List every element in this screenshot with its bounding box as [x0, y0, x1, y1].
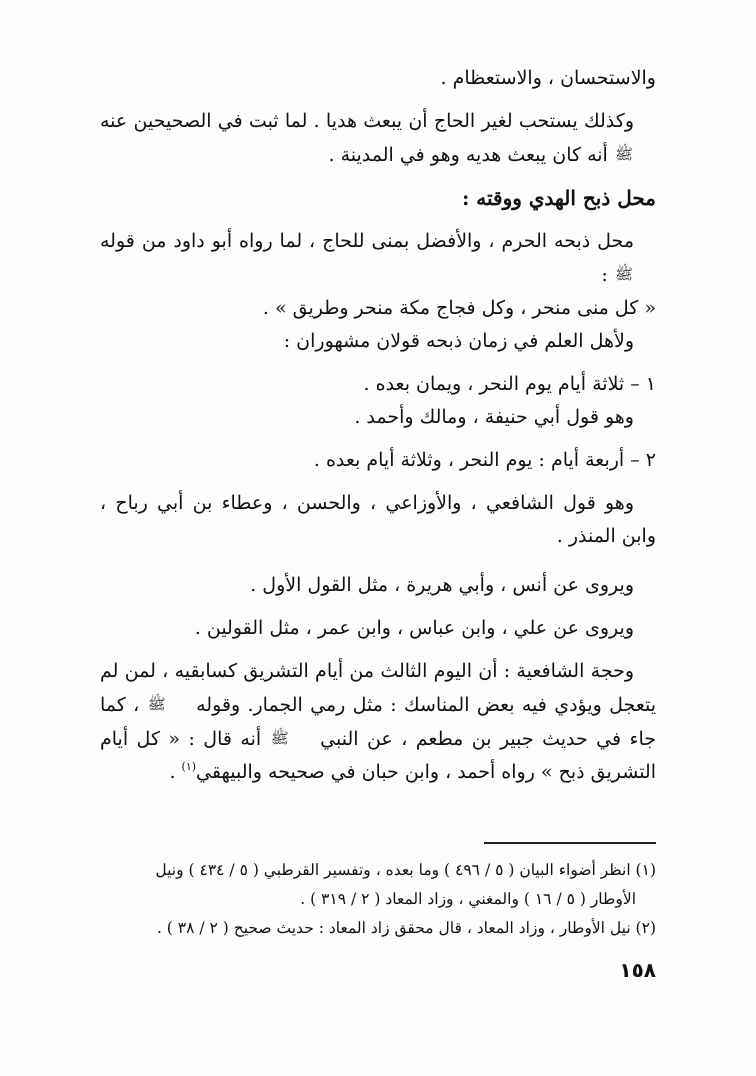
section-heading: محل ذبح الهدي ووقته :	[461, 186, 656, 210]
salawat-icon: ﷺ	[147, 695, 166, 713]
list-item-2: ٢ – أربعة أيام : يوم النحر ، وثلاثة أيام بعده .	[313, 449, 656, 471]
salawat-icon: ﷺ	[614, 265, 633, 283]
paragraph-8-text-b: ، كما جاء في حديث جبير بن مطعم ، عن النبي	[100, 694, 656, 750]
page-number: ١٥٨	[619, 958, 656, 982]
footnote-1: (١) انظر أضواء البيان ( ٥ / ٤٩٦ ) وما بعده ، وتفسير القرطبي ( ٥ / ٤٣٤ ) ونيل	[155, 861, 656, 879]
footnotes	[100, 842, 656, 943]
footnote-divider	[484, 842, 656, 844]
footnote-ref: (١)	[181, 760, 197, 773]
paragraph-8-text-c: أنه قال : « كل أيام التشريق ذبح » رواه أحمد ، وابن حبان في صحيحه والبيهقي	[100, 728, 656, 783]
paragraph-2-text-a: وكذلك يستحب لغير الحاج أن يبعث هديا . لما ثبت في الصحيحين عنه	[100, 110, 634, 132]
paragraph-3	[100, 225, 656, 325]
list-item-1-note: وهو قول أبي حنيفة ، ومالك وأحمد .	[354, 406, 634, 428]
hadith-quote: « كل منى منحر ، وكل فجاج مكة منحر وطريق » .	[262, 297, 656, 319]
salawat-icon: ﷺ	[614, 145, 633, 163]
paragraph-4: ولأهل العلم في زمان ذبحه قولان مشهوران :	[283, 330, 634, 352]
footnote-1-continued: الأوطار ( ٥ / ١٦ ) والمغني ، وزاد المعاد ( ٢ / ٣١٩ ) .	[300, 890, 636, 908]
paragraph-2-text-b: أنه كان يبعث هديه وهو في المدينة .	[328, 144, 608, 166]
paragraph-8-text-a: وحجة الشافعية : أن اليوم الثالث من أيام التشريق كسابقيه ، لمن لم يتعجل ويؤدي فيه بعض المناسك : مثل رمي الجمار. وقوله	[100, 660, 657, 716]
list-item-1: ١ – ثلاثة أيام يوم النحر ، ويمان بعده .	[363, 373, 656, 395]
paragraph-8	[100, 655, 656, 789]
paragraph-3-text-a: محل ذبحه الحرم ، والأفضل بمنى للحاج ، لما رواه أبو داود من قوله	[100, 230, 634, 252]
footnote-2: (٢) نيل الأوطار ، وزاد المعاد ، قال محقق زاد المعاد : حديث صحيح ( ٢ / ٣٨ ) .	[156, 919, 656, 937]
paragraph-1: والاستحسان ، والاستعظام .	[440, 67, 656, 89]
salawat-icon: ﷺ	[270, 729, 289, 747]
paragraph-6: ويروى عن أنس ، وأبي هريرة ، مثل القول الأول .	[250, 574, 634, 596]
paragraph-7: ويروى عن علي ، وابن عباس ، وابن عمر ، مثل القولين .	[194, 617, 634, 639]
paragraph-3-text-b: :	[601, 264, 608, 286]
paragraph-8-text-d: .	[169, 761, 182, 783]
paragraph-2	[100, 105, 656, 172]
paragraph-5: وهو قول الشافعي ، والأوزاعي ، والحسن ، وعطاء بن أبي رباح ، وابن المنذر .	[100, 492, 656, 547]
page-body	[100, 62, 656, 789]
